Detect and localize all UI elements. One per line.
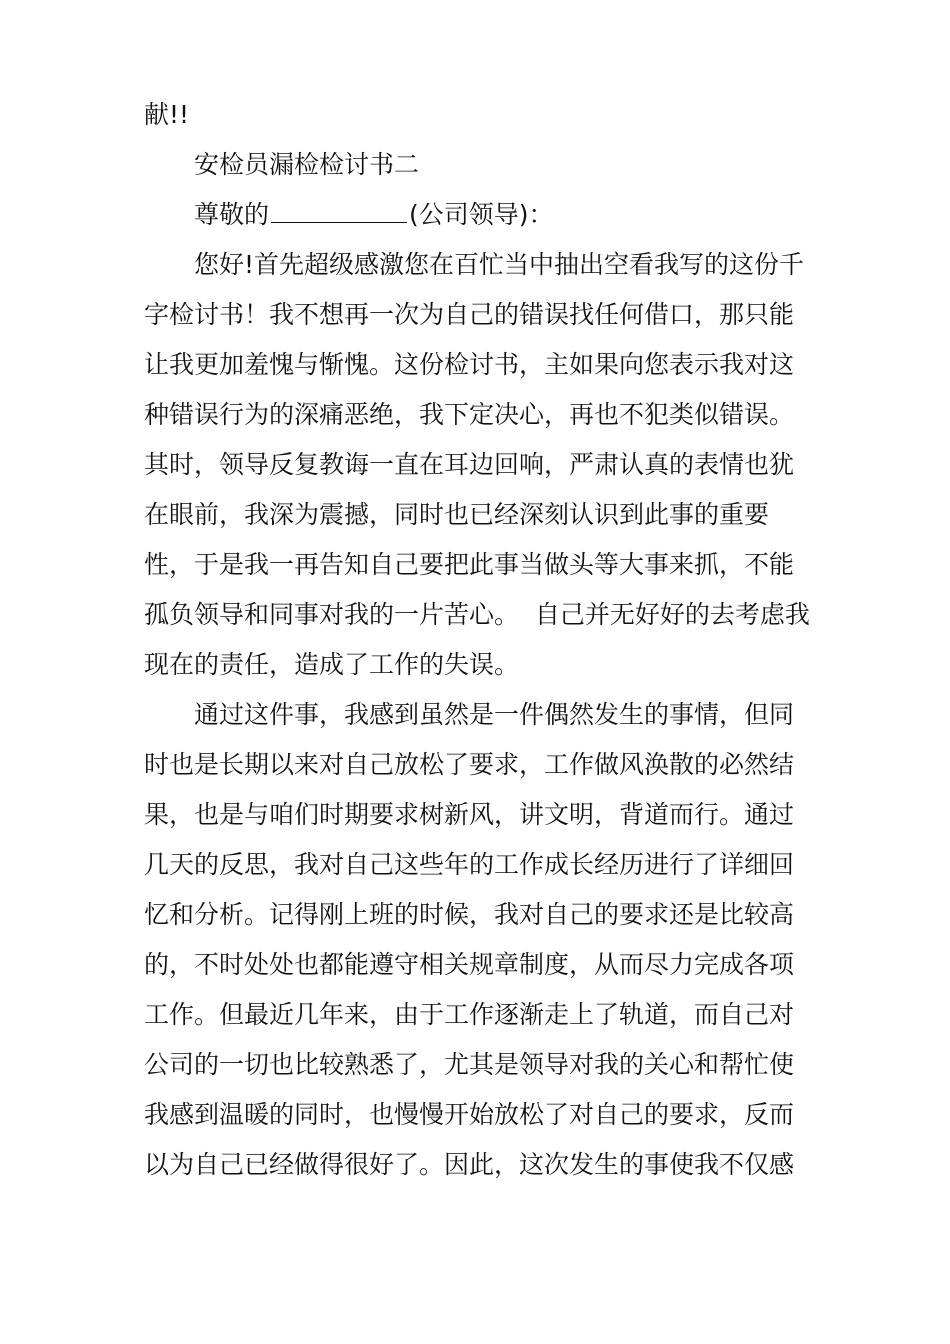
section-title: 安检员漏检检讨书二 (194, 150, 420, 179)
continued-fragment: 献!! (144, 100, 190, 129)
salutation-prefix: 尊敬的 (194, 200, 270, 229)
paragraph-2: 通过这件事，我感到虽然是一件偶然发生的事情，但同时也是长期以来对自己放松了要求，工作做风涣散的必然结果，也是与咱们时期要求树新风，讲文明，背道而行。通过几天的反思，我对自己这些年的工作成长经历进行了详细回忆和分析。记得刚上班的时候，我对自己的要求还是比较高的，不时处处也都能遵守相关规章制度，从而尽力完成各项工作。但最近几年来，由于工作逐渐走上了轨道，而自己对公司的一切也比较熟悉了，尤其是领导对我的关心和帮忙使我感到温暖的同时，也慢慢开始放松了对自己的要求，反而以为自己已经做得很好了。因此，这次发生的事使我不仅感 (144, 700, 795, 1179)
blank-line (271, 196, 407, 223)
document-body (144, 90, 814, 1190)
salutation (144, 190, 814, 240)
paragraph-1: 您好!首先超级感激您在百忙当中抽出空看我写的这份千字检讨书！我不想再一次为自己的错误找任何借口，那只能让我更加羞愧与惭愧。这份检讨书，主如果向您表示我对这种错误行为的深痛恶绝，我下定决心，再也不犯类似错误。其时，领导反复教诲一直在耳边回响，严肃认真的表情也犹在眼前，我深为震撼，同时也已经深刻认识到此事的重要性，于是我一再告知自己要把此事当做头等大事来抓，不能孤负领导和同事对我的一片苦心。 自己并无好好的去考虑我现在的责任，造成了工作的失误。 (144, 250, 810, 679)
salutation-suffix: (公司领导)： (409, 200, 554, 229)
